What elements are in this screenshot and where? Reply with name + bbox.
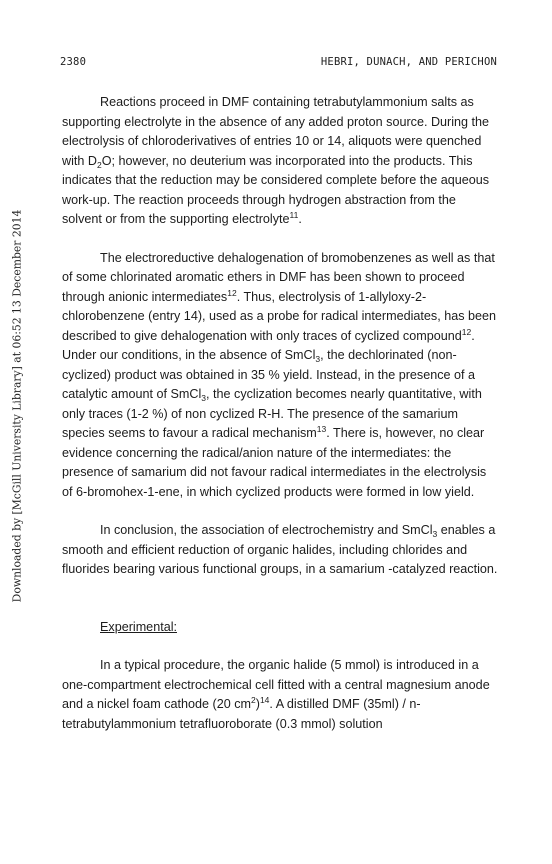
paragraph-experimental-procedure xyxy=(62,656,498,734)
paragraph-gap xyxy=(62,599,498,618)
paragraph-conclusion xyxy=(62,521,498,580)
subscript: 3 xyxy=(201,393,207,403)
running-head-authors: HEBRI, DUNACH, AND PERICHON xyxy=(320,56,497,68)
text-run: . Under our conditions, in the absence of SmCl xyxy=(62,328,475,362)
text-run: . There is, however, no clear evidence concerning the radical/anion nature of the intermediates: the presence of samarium did not favour radical intermediates in the electrolysis of 6-bromohex-1-ene, in which cyclized products were formed in low yield. xyxy=(62,426,487,499)
text-run: Reactions proceed in DMF containing tetrabutylammonium salts as supporting electrolyte in the absence of any added proton source. During the electrolysis of chloroderivatives of entries 10 or 14, aliquots were quenched with D xyxy=(62,95,490,168)
text-run: In conclusion, the association of electrochemistry and SmCl xyxy=(100,523,433,537)
paragraph-reaction-conditions xyxy=(62,93,498,230)
text-run: ) xyxy=(255,697,260,711)
paragraph-gap xyxy=(62,580,498,599)
reference-superscript: 12 xyxy=(461,326,472,337)
paragraph-gap xyxy=(62,637,498,656)
superscript: 2 xyxy=(251,695,256,705)
page-header xyxy=(60,56,497,72)
text-run: . Thus, electrolysis of 1-allyloxy-2-chlorobenzene (entry 14), used as a probe for radical intermediates, has been described to give dehalogenation with only traces of cyclized compound xyxy=(62,289,497,343)
reference-superscript: 13 xyxy=(316,424,327,434)
reference-superscript: 12 xyxy=(227,287,237,298)
download-watermark xyxy=(3,168,31,644)
paragraph-dehalogenation-mechanism xyxy=(62,249,498,503)
reference-superscript: 11 xyxy=(289,210,299,220)
text-run: enables a smooth and efficient reduction of organic halides, including chlorides and fluorides bearing various functional groups, in a samarium -catalyzed reaction. xyxy=(62,523,498,576)
section-heading-experimental: Experimental: xyxy=(100,619,177,634)
text-run: . A distilled DMF (35ml) / n-tetrabutylammonium tetrafluoroborate (0.3 mmol) solution xyxy=(62,697,421,731)
subscript: 2 xyxy=(97,159,102,170)
text-run: , the dechlorinated (non-cyclized) product was obtained in 35 % yield. Instead, in the presence of a catalytic amount of SmCl xyxy=(62,348,476,401)
text-run: The electroreductive dehalogenation of bromobenzenes as well as that of some chlorinated aromatic ethers in DMF has been shown to proceed through anionic intermediates xyxy=(62,250,495,304)
download-watermark-text: Downloaded by [McGill University Library] at 06:52 13 December 2014 xyxy=(10,209,24,603)
text-run: , the cyclization becomes nearly quantitative, with only traces (1-2 %) of non cyclized R-H. The presence of the samarium species seems to favour a radical mechanism xyxy=(62,387,482,440)
text-run: In a typical procedure, the organic halide (5 mmol) is introduced in a one-compartment electrochemical cell fitted with a central magnesium anode and a nickel foam cathode (20 cm xyxy=(62,658,490,711)
subscript: 3 xyxy=(315,354,321,364)
reference-superscript: 14 xyxy=(259,695,270,705)
paragraph-gap xyxy=(62,230,498,249)
text-run: . xyxy=(298,212,302,226)
subscript: 3 xyxy=(432,529,438,539)
paragraph-gap xyxy=(62,502,498,521)
text-run: O; however, no deuterium was incorporated into the products. This indicates that the reduction may be considered complete before the aqueous work-up. The reaction proceeds through hydrogen abstraction from the solvent or from the supporting electrolyte xyxy=(62,153,490,226)
page-number: 2380 xyxy=(60,56,87,68)
article-body xyxy=(62,93,498,734)
